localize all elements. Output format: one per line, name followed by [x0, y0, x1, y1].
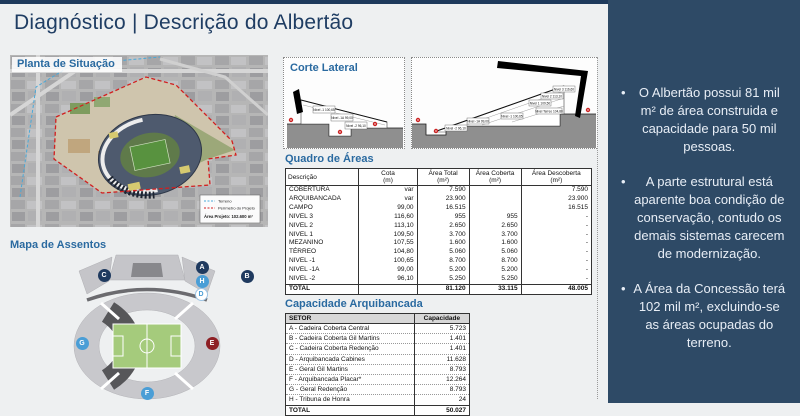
column-header: SETOR	[286, 314, 415, 324]
table-cell: 5.723	[414, 324, 469, 334]
table-cell: 107,55	[359, 239, 417, 248]
mapa-assentos-title: Mapa de Assentos	[10, 239, 107, 251]
table-cell: 8.793	[414, 364, 469, 374]
table-cell: -	[521, 239, 591, 248]
table-cell: 2.650	[417, 222, 469, 231]
table-cell: 8.793	[414, 385, 469, 395]
table-cell: 33.115	[469, 284, 521, 294]
table-cell: F - Arquibancada Placar*	[286, 375, 415, 385]
table-row	[286, 275, 592, 284]
table-cell: -	[521, 275, 591, 284]
table-row	[286, 395, 470, 405]
table-cell: NIVEL -2	[289, 275, 316, 283]
table-cell: 8.700	[417, 257, 469, 266]
column-header: Capacidade	[414, 314, 469, 324]
corte-lateral-title: Corte Lateral	[290, 62, 358, 74]
table-cell: NIVEL -1	[289, 257, 316, 265]
sidebar-bullet	[621, 280, 787, 352]
sector-badge-h: H	[196, 275, 209, 288]
table-cell: D - Arquibancada Cabines	[286, 354, 415, 364]
table-cell: NIVEL 1	[289, 230, 313, 238]
table-cell: 1.401	[414, 334, 469, 344]
table-cell: 1.600	[469, 239, 521, 248]
table-row	[286, 195, 592, 204]
level-label: Nivel Terreo 104,80	[535, 109, 563, 114]
table-cell: 11.628	[414, 354, 469, 364]
sidebar-bullet-list	[621, 84, 787, 352]
corte-lateral-panel-left	[283, 57, 405, 149]
level-label: Nivel -2 96,10	[446, 126, 466, 131]
table-cell: 1.401	[414, 344, 469, 354]
table-cell: -	[521, 213, 591, 222]
table-cell: 5.200	[469, 266, 521, 275]
table-cell: MEZANINO	[289, 239, 324, 247]
bullet-dot: •	[621, 281, 626, 296]
quadro-areas-title: Quadro de Áreas	[285, 153, 374, 165]
bullet-text: A parte estrutural está aparente boa condição de conservação, contudo os demais sistemas carecem de modernização.	[634, 174, 785, 261]
table-cell: 99,00	[359, 204, 417, 213]
column-header: Área Descoberta (m²)	[521, 169, 591, 186]
table-row	[286, 324, 470, 334]
table-cell: 23.900	[417, 195, 469, 204]
seat-map-drawing	[55, 250, 245, 405]
table-cell: TOTAL	[286, 284, 359, 294]
sector-badge-d: D	[195, 288, 208, 301]
sector-badge-b: B	[241, 270, 254, 283]
table-row	[286, 375, 470, 385]
table-cell: COBERTURA	[289, 186, 330, 193]
section-drawing-small	[287, 86, 403, 148]
table-row	[286, 222, 592, 231]
table-row	[286, 344, 470, 354]
sector-badge-g: G	[76, 337, 89, 350]
top-accent-bar	[0, 0, 608, 4]
table-header-row	[286, 169, 592, 186]
table-cell: 109,50	[359, 231, 417, 240]
table-cell: CAMPO	[289, 203, 313, 211]
dotted-divider	[597, 57, 598, 399]
table-cell: 5.060	[469, 248, 521, 257]
planta-de-situacao-panel	[10, 55, 268, 227]
level-label: Nivel -1 100,65	[313, 107, 335, 112]
table-cell: 113,10	[359, 222, 417, 231]
level-label: Nivel -1A 99,00	[331, 115, 353, 120]
table-cell: 50.027	[414, 405, 469, 415]
table-cell	[469, 186, 521, 195]
legend-perimetro: Perímetro do Projeto	[218, 205, 255, 211]
table-cell: H - Tribuna de Honra	[286, 395, 415, 405]
table-cell: -	[521, 231, 591, 240]
table-row	[286, 231, 592, 240]
table-cell: var	[359, 195, 417, 204]
level-label: Nivel 1 109,50	[529, 101, 551, 106]
table-cell: -	[521, 248, 591, 257]
planta-title: Planta de Situação	[12, 57, 122, 72]
sector-badge-f: F	[141, 387, 154, 400]
section-drawing-large	[412, 58, 596, 148]
level-label: Nivel -1A 99,00	[467, 119, 489, 124]
table-cell: 24	[414, 395, 469, 405]
table-row	[286, 204, 592, 213]
table-cell: 104,80	[359, 248, 417, 257]
bullet-dot: •	[621, 85, 626, 100]
table-cell: C - Cadeira Coberta Redenção	[286, 344, 415, 354]
bullet-text: A Área da Concessão terá 102 mil m², excluindo-se as áreas ocupadas do terreno.	[633, 281, 786, 350]
table-cell: 7.590	[417, 186, 469, 195]
table-cell: 7.590	[521, 186, 591, 195]
table-cell	[469, 195, 521, 204]
table-cell: G - Geral Redenção	[286, 385, 415, 395]
table-cell: 3.700	[469, 231, 521, 240]
table-row	[286, 364, 470, 374]
table-cell: -	[521, 257, 591, 266]
table-cell: 23.900	[521, 195, 591, 204]
table-cell: NIVEL -1A	[289, 266, 320, 274]
table-cell: 96,10	[359, 275, 417, 284]
sector-badge-c: C	[98, 269, 111, 282]
table-cell: 8.700	[469, 257, 521, 266]
legend-terreno: Terreno	[218, 198, 232, 204]
column-header: Descrição	[286, 169, 359, 186]
corte-lateral-panel-right	[411, 57, 597, 149]
table-cell: 116,60	[359, 213, 417, 222]
level-label: Nivel 3 116,60	[553, 87, 575, 92]
table-cell	[469, 204, 521, 213]
table-cell	[359, 284, 417, 294]
table-cell: 81.120	[417, 284, 469, 294]
table-cell: B - Cadeira Coberta Gil Martins	[286, 334, 415, 344]
sidebar-bullet	[621, 84, 787, 156]
capacidade-table-body	[286, 324, 470, 416]
capacidade-table	[285, 313, 470, 416]
table-cell: 2.650	[469, 222, 521, 231]
table-row	[286, 239, 592, 248]
table-row	[286, 257, 592, 266]
column-header: Cota (m)	[359, 169, 417, 186]
table-row	[286, 186, 592, 195]
level-label: Nivel -2 96,10	[346, 123, 366, 128]
table-row	[286, 354, 470, 364]
table-row	[286, 334, 470, 344]
aerial-map-image	[10, 55, 268, 227]
level-label: Nivel -1 100,65	[501, 114, 523, 119]
table-cell: 955	[417, 213, 469, 222]
table-cell: 1.600	[417, 239, 469, 248]
table-cell: 5.250	[469, 275, 521, 284]
legend-area: Área Projeto: 102.600 m²	[204, 214, 253, 219]
table-cell: 100,65	[359, 257, 417, 266]
table-cell: -	[521, 266, 591, 275]
table-cell: NIVEL 3	[289, 212, 313, 220]
table-cell: NIVEL 2	[289, 221, 313, 229]
seat-map	[55, 250, 250, 405]
table-row	[286, 385, 470, 395]
table-total-row	[286, 405, 470, 415]
table-cell: var	[359, 186, 417, 195]
tribune-box	[131, 263, 163, 277]
table-cell: A - Cadeira Coberta Central	[286, 324, 415, 334]
capacidade-title: Capacidade Arquibancada	[285, 298, 423, 310]
sector-badge-a: A	[196, 261, 209, 274]
table-cell: 99,00	[359, 266, 417, 275]
sidebar-bullet	[621, 173, 787, 263]
table-row	[286, 266, 592, 275]
table-cell: TÉRREO	[289, 248, 317, 256]
table-total-row	[286, 284, 592, 294]
table-cell: 5.060	[417, 248, 469, 257]
table-cell: 12.264	[414, 375, 469, 385]
map-legend	[200, 195, 260, 223]
table-cell: -	[521, 222, 591, 231]
table-cell: 955	[469, 213, 521, 222]
quadro-areas-table	[285, 168, 592, 295]
table-row	[286, 248, 592, 257]
sidebar	[608, 0, 800, 403]
bullet-dot: •	[621, 174, 626, 189]
table-cell: ARQUIBANCADA	[289, 194, 342, 202]
table-cell: TOTAL	[286, 405, 415, 415]
sector-badge-e: E	[206, 337, 219, 350]
table-cell: 16.515	[417, 204, 469, 213]
table-cell: 3.700	[417, 231, 469, 240]
page-title: Diagnóstico | Descrição do Albertão	[14, 11, 354, 34]
soccer-field	[113, 324, 181, 368]
table-row	[286, 213, 592, 222]
table-cell: 48.005	[521, 284, 591, 294]
column-header: Área Total (m²)	[417, 169, 469, 186]
table-cell: 16.515	[521, 204, 591, 213]
level-label: Nivel 2 113,10	[541, 94, 563, 99]
bullet-text: O Albertão possui 81 mil m² de área construida e capacidade para 50 mil pessoas.	[638, 85, 780, 154]
column-header: Área Coberta (m²)	[469, 169, 521, 186]
quadro-table-body	[286, 186, 592, 295]
table-header-row	[286, 314, 470, 324]
table-cell: E - Geral Gil Martins	[286, 364, 415, 374]
table-cell: 5.250	[417, 275, 469, 284]
table-cell: 5.200	[417, 266, 469, 275]
